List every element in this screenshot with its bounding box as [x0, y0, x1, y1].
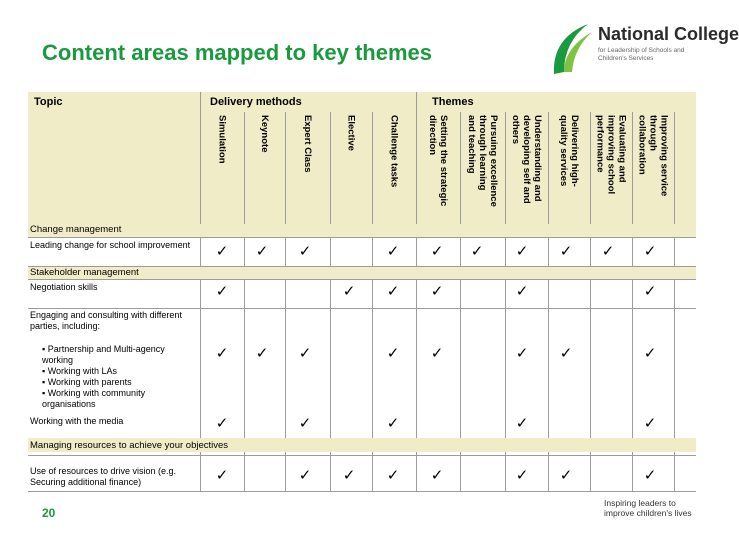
- check-mark-icon: ✓: [430, 466, 444, 484]
- check-mark-icon: ✓: [255, 242, 269, 260]
- grid-vertical-line: [632, 112, 633, 492]
- page-title: Content areas mapped to key themes: [42, 40, 433, 65]
- grid-vertical-line: [372, 112, 373, 492]
- column-header-label: Challenge tasks: [388, 115, 400, 188]
- check-mark-icon: ✓: [643, 414, 657, 432]
- check-mark-icon: ✓: [215, 344, 229, 362]
- check-mark-icon: ✓: [298, 242, 312, 260]
- check-mark-icon: ✓: [386, 282, 400, 300]
- logo-subtitle: for Leadership of Schools and Children's Services: [598, 47, 685, 62]
- check-mark-icon: ✓: [430, 344, 444, 362]
- check-mark-icon: ✓: [255, 344, 269, 362]
- check-mark-icon: ✓: [298, 466, 312, 484]
- section-managing-resources: Managing resources to achieve your objectives: [28, 438, 696, 452]
- check-mark-icon: ✓: [342, 466, 356, 484]
- grid-vertical-line: [244, 112, 245, 492]
- row-label-use-of-resources: Use of resources to drive vision (e.g. Securing additional finance): [30, 466, 177, 487]
- check-mark-icon: ✓: [298, 414, 312, 432]
- check-mark-icon: ✓: [215, 466, 229, 484]
- column-header-label: Evaluating and improving school performance: [594, 115, 628, 195]
- grid-vertical-line: [200, 92, 201, 492]
- grid-vertical-line: [548, 112, 549, 492]
- column-header-label: Simulation: [216, 115, 228, 164]
- column-header-label: Keynote: [259, 115, 270, 153]
- section-change-management: Change management: [28, 224, 696, 237]
- check-mark-icon: ✓: [515, 242, 529, 260]
- check-mark-icon: ✓: [601, 242, 615, 260]
- column-header: [372, 115, 416, 223]
- bullet-item: ▪ Working with community organisations: [42, 388, 146, 409]
- grid-vertical-line: [285, 112, 286, 492]
- column-header: [590, 115, 632, 223]
- row-label-leading-change: Leading change for school improvement: [30, 240, 191, 250]
- grid-horizontal-line: [28, 491, 696, 492]
- check-mark-icon: ✓: [342, 282, 356, 300]
- check-mark-icon: ✓: [386, 466, 400, 484]
- grid-horizontal-line: [28, 308, 696, 309]
- check-mark-icon: ✓: [386, 414, 400, 432]
- bullet-item: ▪ Working with parents: [42, 377, 132, 387]
- grid-vertical-line: [590, 112, 591, 492]
- themes-header: Themes: [432, 96, 474, 108]
- check-mark-icon: ✓: [298, 344, 312, 362]
- check-mark-icon: ✓: [215, 414, 229, 432]
- page-number: 20: [42, 506, 56, 520]
- grid-horizontal-line: [28, 237, 696, 238]
- column-header-label: Improving service through collaboration: [636, 115, 670, 197]
- grid-vertical-line: [330, 112, 331, 492]
- section-stakeholder-management: Stakeholder management: [28, 267, 696, 279]
- check-mark-icon: ✓: [215, 282, 229, 300]
- column-header: [460, 115, 505, 223]
- column-header-label: Setting the strategic direction: [427, 115, 449, 207]
- column-header-label: Pursuing excellence through learning and teaching: [466, 115, 499, 207]
- column-header: [416, 115, 460, 223]
- topic-header: Topic: [34, 96, 63, 108]
- grid-horizontal-line: [28, 455, 696, 456]
- column-header: [548, 115, 590, 223]
- grid-vertical-line: [416, 92, 417, 492]
- row-label-media: Working with the media: [30, 416, 124, 426]
- column-header-label: Elective: [345, 115, 357, 151]
- check-mark-icon: ✓: [559, 344, 573, 362]
- college-emblem-icon: [548, 18, 596, 78]
- tagline: Inspiring leaders to improve children's lives: [604, 498, 692, 518]
- grid-vertical-line: [505, 112, 506, 492]
- national-college-logo: [548, 16, 739, 80]
- check-mark-icon: ✓: [559, 242, 573, 260]
- check-mark-icon: ✓: [643, 282, 657, 300]
- grid-vertical-line: [460, 112, 461, 492]
- column-header: [505, 115, 548, 223]
- column-header: [330, 115, 372, 223]
- check-mark-icon: ✓: [430, 242, 444, 260]
- check-mark-icon: ✓: [643, 466, 657, 484]
- check-mark-icon: ✓: [470, 242, 484, 260]
- grid-horizontal-line: [28, 279, 696, 280]
- check-mark-icon: ✓: [430, 282, 444, 300]
- check-mark-icon: ✓: [559, 466, 573, 484]
- bullet-item: ▪ Working with LAs: [42, 366, 118, 376]
- check-mark-icon: ✓: [215, 242, 229, 260]
- check-mark-icon: ✓: [515, 414, 529, 432]
- logo-name: National College: [598, 24, 739, 44]
- column-header: [244, 115, 285, 223]
- check-mark-icon: ✓: [386, 242, 400, 260]
- column-header-label: Understanding and developing self and others: [510, 115, 543, 204]
- bullet-item: ▪ Partnership and Multi-agency working: [42, 344, 165, 365]
- column-header-label: Expert Class: [302, 115, 313, 173]
- grid-vertical-line: [674, 112, 675, 492]
- delivery-methods-header: Delivery methods: [210, 96, 302, 108]
- row-label-negotiation: Negotiation skills: [30, 282, 98, 292]
- check-mark-icon: ✓: [515, 466, 529, 484]
- check-mark-icon: ✓: [643, 344, 657, 362]
- check-mark-icon: ✓: [515, 344, 529, 362]
- check-mark-icon: ✓: [386, 344, 400, 362]
- column-header-label: Delivering high- quality services: [558, 115, 580, 187]
- column-header: [200, 115, 244, 223]
- row-label-engaging: Engaging and consulting with different parties, including:: [30, 310, 182, 331]
- engaging-bullet-list: [42, 344, 192, 410]
- column-header: [632, 115, 674, 223]
- column-header: [285, 115, 330, 223]
- check-mark-icon: ✓: [643, 242, 657, 260]
- check-mark-icon: ✓: [515, 282, 529, 300]
- header-bar: [28, 92, 696, 112]
